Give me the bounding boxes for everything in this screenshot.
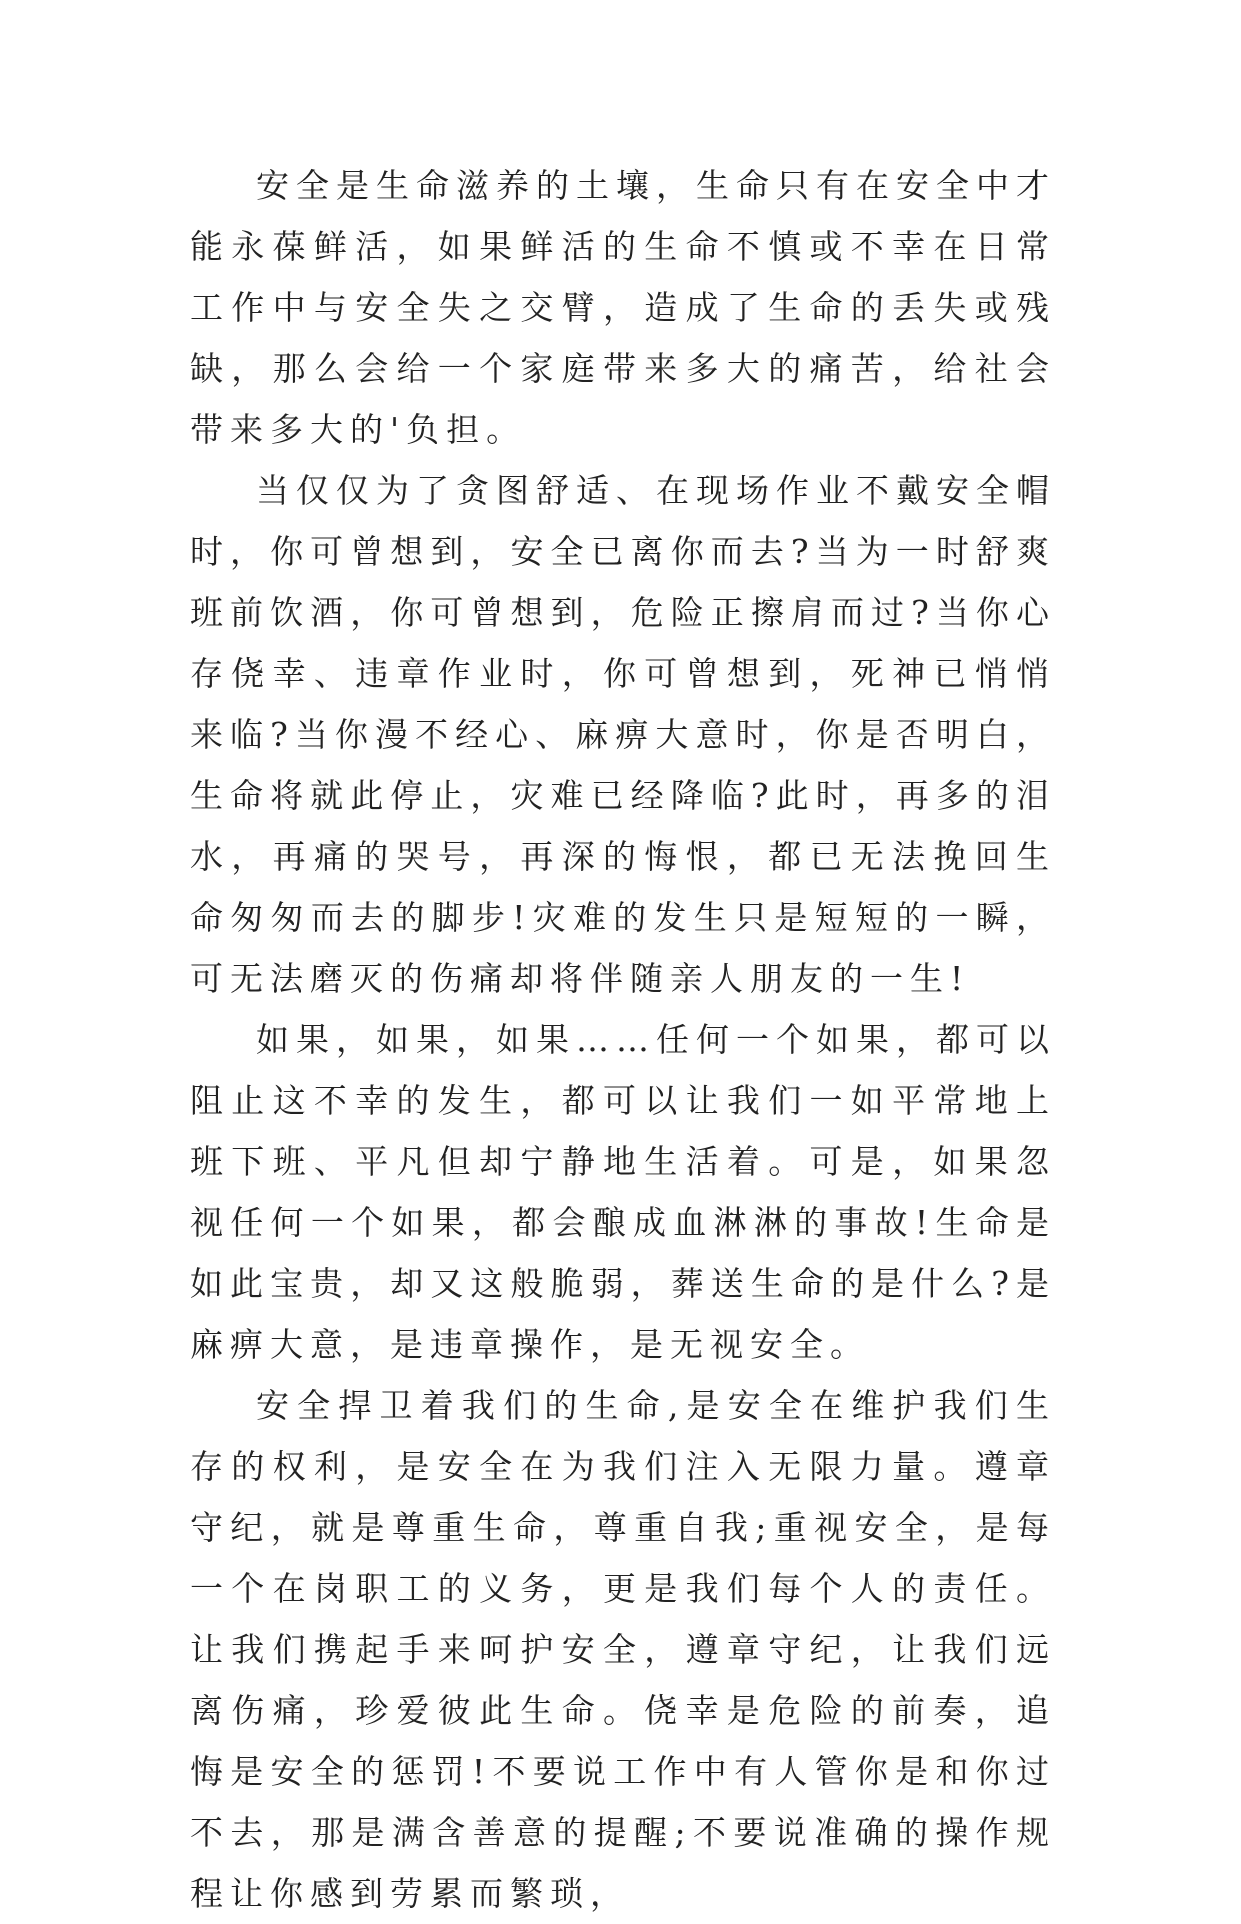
document-body <box>190 155 1056 1924</box>
paragraph: 如果，如果，如果……任何一个如果，都可以阻止这不幸的发生，都可以让我们一如平常地上班下班、平凡但却宁静地生活着。可是，如果忽视任何一个如果，都会酿成血淋淋的事故!生命是如此宝贵，却又这般脆弱，葬送生命的是什么?是麻痹大意，是违章操作，是无视安全。 <box>190 1020 1056 1364</box>
paragraph: 安全捍卫着我们的生命,是安全在维护我们生存的权利，是安全在为我们注入无限力量。遵章守纪，就是尊重生命，尊重自我;重视安全，是每一个在岗职工的义务，更是我们每个人的责任。让我们携起手来呵护安全，遵章守纪，让我们远离伤痛，珍爱彼此生命。侥幸是危险的前奏，追悔是安全的惩罚!不要说工作中有人管你是和你过不去，那是满含善意的提醒;不要说准确的操作规程让你感到劳累而繁琐， <box>190 1386 1056 1913</box>
paragraph: 当仅仅为了贪图舒适、在现场作业不戴安全帽时，你可曾想到，安全已离你而去?当为一时舒爽班前饮酒，你可曾想到，危险正擦肩而过?当你心存侥幸、违章作业时，你可曾想到，死神已悄悄来临?当你漫不经心、麻痹大意时，你是否明白，生命将就此停止，灾难已经降临?此时，再多的泪水，再痛的哭号，再深的悔恨，都已无法挽回生命匆匆而去的脚步!灾难的发生只是短短的一瞬，可无法磨灭的伤痛却将伴随亲人朋友的一生! <box>190 471 1056 998</box>
paragraph: 安全是生命滋养的土壤，生命只有在安全中才能永葆鲜活，如果鲜活的生命不慎或不幸在日常工作中与安全失之交臂，造成了生命的丢失或残缺，那么会给一个家庭带来多大的痛苦，给社会带来多大的'负担。 <box>190 166 1056 449</box>
